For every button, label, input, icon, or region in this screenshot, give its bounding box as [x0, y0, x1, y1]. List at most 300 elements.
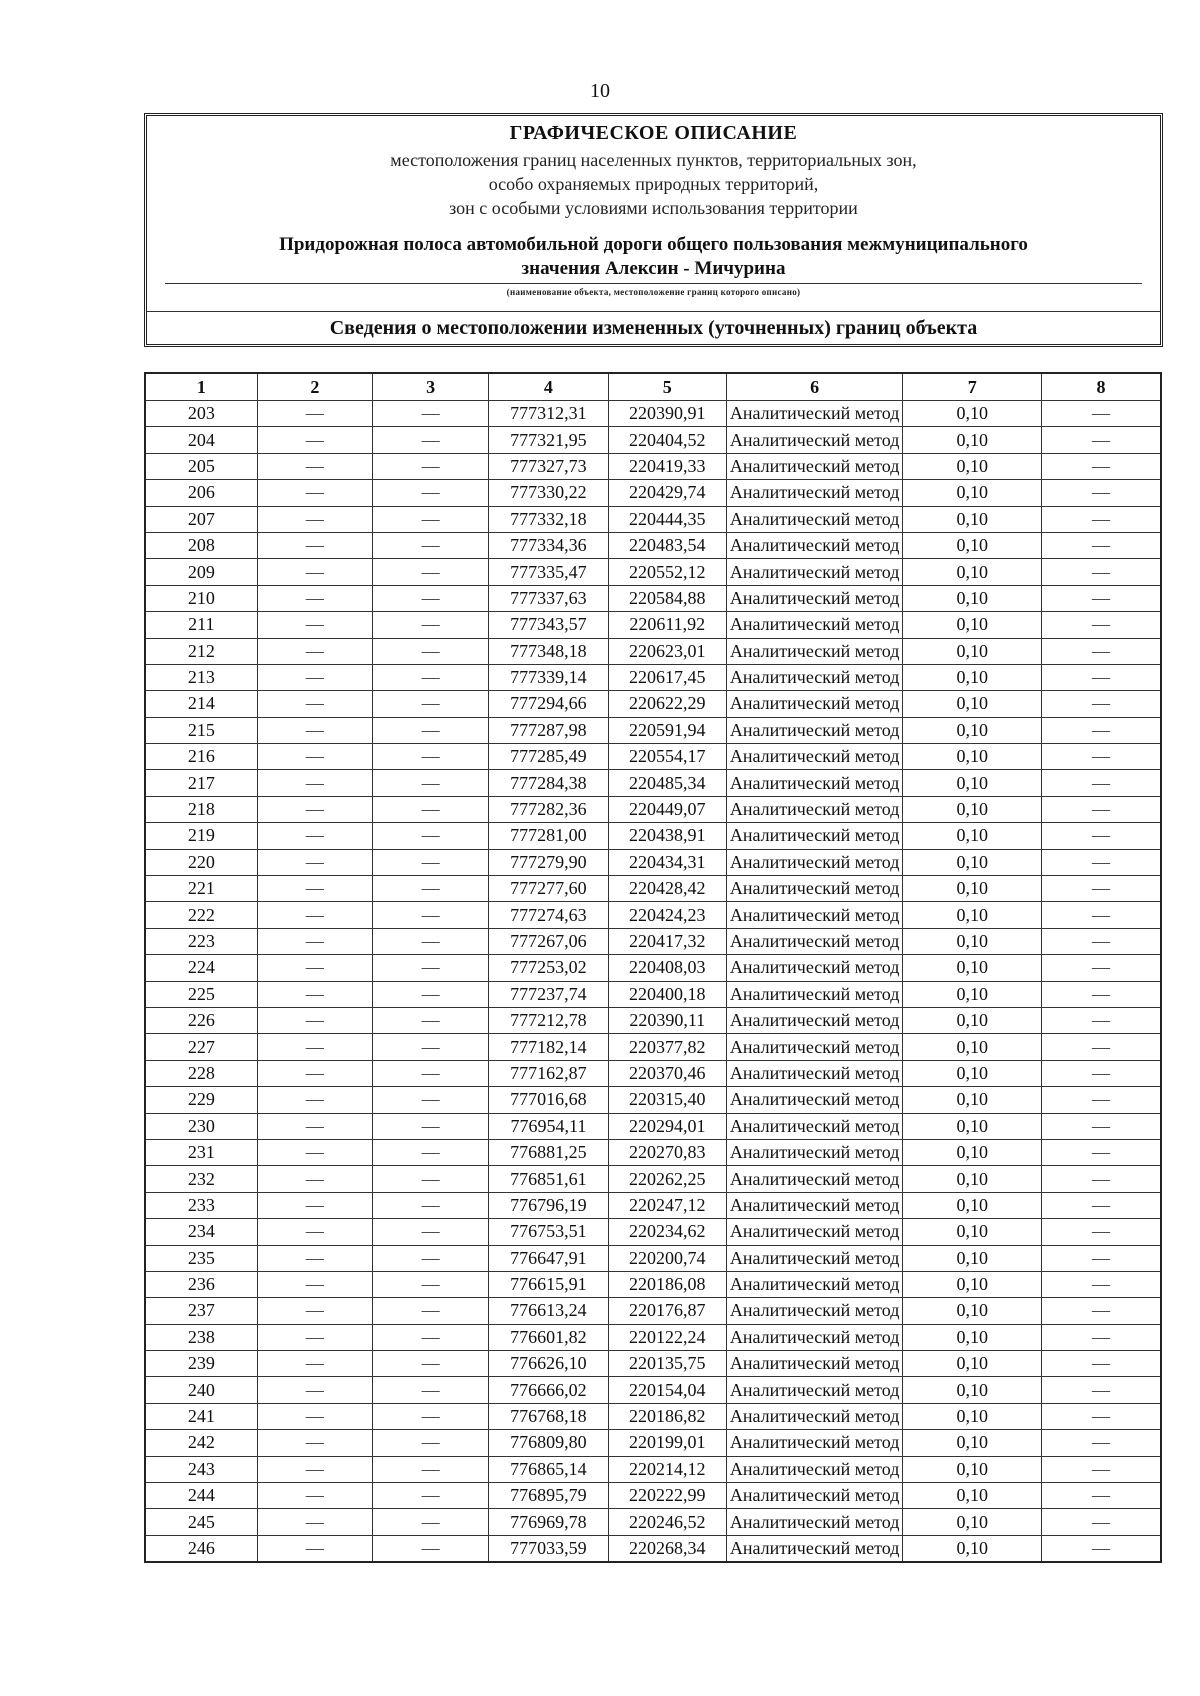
cell-precision: 0,10 — [903, 664, 1042, 690]
cell-coord-y: 220222,99 — [608, 1483, 726, 1509]
table-row — [145, 1509, 1161, 1535]
cell-precision: 0,10 — [903, 480, 1042, 506]
cell-precision: 0,10 — [903, 1245, 1042, 1271]
cell-col-2: — — [257, 1060, 372, 1086]
cell-col-3: — — [372, 1271, 488, 1297]
cell-precision: 0,10 — [903, 1034, 1042, 1060]
cell-method: Аналитический метод — [726, 1139, 902, 1165]
cell-coord-y: 220270,83 — [608, 1139, 726, 1165]
cell-coord-y: 220591,94 — [608, 717, 726, 743]
cell-coord-x: 776768,18 — [489, 1403, 608, 1429]
column-header-8: 8 — [1042, 373, 1161, 401]
cell-method: Аналитический метод — [726, 876, 902, 902]
subtitle-line-1: местоположения границ населенных пунктов, территориальных зон, — [390, 150, 917, 170]
table-row — [145, 955, 1161, 981]
cell-col-8: — — [1042, 876, 1161, 902]
cell-coord-x: 777212,78 — [489, 1007, 608, 1033]
cell-col-8: — — [1042, 1219, 1161, 1245]
cell-coord-y: 220186,08 — [608, 1271, 726, 1297]
cell-point-number: 231 — [145, 1139, 257, 1165]
cell-precision: 0,10 — [903, 717, 1042, 743]
cell-point-number: 244 — [145, 1483, 257, 1509]
cell-col-3: — — [372, 480, 488, 506]
cell-precision: 0,10 — [903, 1192, 1042, 1218]
cell-point-number: 239 — [145, 1351, 257, 1377]
cell-col-8: — — [1042, 770, 1161, 796]
cell-col-3: — — [372, 1245, 488, 1271]
cell-col-3: — — [372, 532, 488, 558]
section-divider — [147, 311, 1160, 312]
cell-col-3: — — [372, 744, 488, 770]
cell-col-3: — — [372, 1298, 488, 1324]
cell-coord-y: 220622,29 — [608, 691, 726, 717]
cell-method: Аналитический метод — [726, 1192, 902, 1218]
cell-coord-x: 776865,14 — [489, 1456, 608, 1482]
cell-coord-x: 777282,36 — [489, 796, 608, 822]
cell-coord-x: 777285,49 — [489, 744, 608, 770]
cell-coord-x: 776615,91 — [489, 1271, 608, 1297]
cell-coord-y: 220186,82 — [608, 1403, 726, 1429]
cell-col-8: — — [1042, 1535, 1161, 1562]
cell-method: Аналитический метод — [726, 532, 902, 558]
cell-col-8: — — [1042, 717, 1161, 743]
cell-coord-y: 220434,31 — [608, 849, 726, 875]
cell-coord-x: 777287,98 — [489, 717, 608, 743]
cell-coord-y: 220390,11 — [608, 1007, 726, 1033]
cell-col-3: — — [372, 1351, 488, 1377]
cell-coord-x: 776796,19 — [489, 1192, 608, 1218]
cell-col-2: — — [257, 691, 372, 717]
cell-method: Аналитический метод — [726, 744, 902, 770]
table-row — [145, 744, 1161, 770]
cell-col-3: — — [372, 1166, 488, 1192]
cell-method: Аналитический метод — [726, 1377, 902, 1403]
cell-coord-y: 220483,54 — [608, 532, 726, 558]
cell-col-3: — — [372, 427, 488, 453]
cell-point-number: 204 — [145, 427, 257, 453]
cell-col-3: — — [372, 1403, 488, 1429]
cell-col-3: — — [372, 1113, 488, 1139]
cell-coord-x: 777284,38 — [489, 770, 608, 796]
cell-precision: 0,10 — [903, 585, 1042, 611]
cell-precision: 0,10 — [903, 876, 1042, 902]
cell-precision: 0,10 — [903, 1509, 1042, 1535]
cell-col-8: — — [1042, 928, 1161, 954]
cell-coord-x: 777267,06 — [489, 928, 608, 954]
cell-coord-x: 777279,90 — [489, 849, 608, 875]
cell-col-2: — — [257, 453, 372, 479]
cell-coord-x: 777162,87 — [489, 1060, 608, 1086]
cell-coord-x: 777327,73 — [489, 453, 608, 479]
cell-method: Аналитический метод — [726, 928, 902, 954]
table-row — [145, 1298, 1161, 1324]
table-row — [145, 796, 1161, 822]
cell-method: Аналитический метод — [726, 585, 902, 611]
cell-point-number: 225 — [145, 981, 257, 1007]
cell-precision: 0,10 — [903, 532, 1042, 558]
cell-precision: 0,10 — [903, 1298, 1042, 1324]
column-header-7: 7 — [903, 373, 1042, 401]
table-row — [145, 1377, 1161, 1403]
table-row — [145, 1535, 1161, 1562]
cell-col-3: — — [372, 717, 488, 743]
cell-col-2: — — [257, 612, 372, 638]
cell-col-2: — — [257, 401, 372, 427]
cell-col-2: — — [257, 981, 372, 1007]
cell-method: Аналитический метод — [726, 955, 902, 981]
object-name-caption: (наименование объекта, местоположение границ которого описано) — [506, 287, 801, 297]
cell-point-number: 215 — [145, 717, 257, 743]
table-row — [145, 506, 1161, 532]
table-row — [145, 1087, 1161, 1113]
cell-precision: 0,10 — [903, 1166, 1042, 1192]
cell-col-2: — — [257, 796, 372, 822]
cell-precision: 0,10 — [903, 1087, 1042, 1113]
cell-coord-x: 776753,51 — [489, 1219, 608, 1245]
cell-precision: 0,10 — [903, 823, 1042, 849]
table-row — [145, 1113, 1161, 1139]
cell-coord-y: 220623,01 — [608, 638, 726, 664]
cell-point-number: 217 — [145, 770, 257, 796]
table-row — [145, 849, 1161, 875]
cell-method: Аналитический метод — [726, 1007, 902, 1033]
cell-method: Аналитический метод — [726, 902, 902, 928]
cell-col-2: — — [257, 664, 372, 690]
cell-coord-x: 776647,91 — [489, 1245, 608, 1271]
cell-col-3: — — [372, 796, 488, 822]
cell-point-number: 221 — [145, 876, 257, 902]
cell-point-number: 240 — [145, 1377, 257, 1403]
cell-method: Аналитический метод — [726, 1298, 902, 1324]
cell-col-8: — — [1042, 1377, 1161, 1403]
cell-col-8: — — [1042, 1430, 1161, 1456]
cell-col-2: — — [257, 744, 372, 770]
cell-col-2: — — [257, 1377, 372, 1403]
cell-precision: 0,10 — [903, 1351, 1042, 1377]
cell-point-number: 236 — [145, 1271, 257, 1297]
cell-point-number: 223 — [145, 928, 257, 954]
cell-point-number: 214 — [145, 691, 257, 717]
cell-col-2: — — [257, 1034, 372, 1060]
table-row — [145, 427, 1161, 453]
cell-coord-y: 220377,82 — [608, 1034, 726, 1060]
table-row — [145, 559, 1161, 585]
cell-method: Аналитический метод — [726, 981, 902, 1007]
cell-point-number: 226 — [145, 1007, 257, 1033]
cell-col-8: — — [1042, 1298, 1161, 1324]
cell-col-8: — — [1042, 585, 1161, 611]
cell-precision: 0,10 — [903, 770, 1042, 796]
cell-coord-x: 777348,18 — [489, 638, 608, 664]
cell-col-2: — — [257, 506, 372, 532]
cell-col-3: — — [372, 955, 488, 981]
cell-coord-x: 777343,57 — [489, 612, 608, 638]
cell-point-number: 235 — [145, 1245, 257, 1271]
cell-method: Аналитический метод — [726, 1166, 902, 1192]
cell-coord-y: 220400,18 — [608, 981, 726, 1007]
cell-col-8: — — [1042, 981, 1161, 1007]
cell-col-2: — — [257, 1007, 372, 1033]
cell-precision: 0,10 — [903, 401, 1042, 427]
table-row — [145, 1456, 1161, 1482]
table-row — [145, 1483, 1161, 1509]
cell-col-3: — — [372, 770, 488, 796]
cell-coord-x: 777334,36 — [489, 532, 608, 558]
cell-col-2: — — [257, 480, 372, 506]
table-row — [145, 1166, 1161, 1192]
cell-point-number: 219 — [145, 823, 257, 849]
table-row — [145, 1245, 1161, 1271]
cell-col-8: — — [1042, 1192, 1161, 1218]
cell-coord-y: 220214,12 — [608, 1456, 726, 1482]
table-row — [145, 691, 1161, 717]
cell-coord-y: 220200,74 — [608, 1245, 726, 1271]
cell-col-2: — — [257, 1139, 372, 1165]
cell-col-3: — — [372, 453, 488, 479]
cell-col-8: — — [1042, 1166, 1161, 1192]
cell-precision: 0,10 — [903, 902, 1042, 928]
cell-method: Аналитический метод — [726, 1456, 902, 1482]
cell-coord-y: 220554,17 — [608, 744, 726, 770]
cell-col-3: — — [372, 1377, 488, 1403]
cell-precision: 0,10 — [903, 1456, 1042, 1482]
cell-col-2: — — [257, 1509, 372, 1535]
cell-coord-y: 220199,01 — [608, 1430, 726, 1456]
cell-precision: 0,10 — [903, 427, 1042, 453]
cell-coord-y: 220424,23 — [608, 902, 726, 928]
table-row — [145, 453, 1161, 479]
cell-method: Аналитический метод — [726, 638, 902, 664]
cell-col-8: — — [1042, 955, 1161, 981]
column-header-2: 2 — [257, 373, 372, 401]
cell-col-3: — — [372, 638, 488, 664]
column-header-3: 3 — [372, 373, 488, 401]
cell-col-8: — — [1042, 744, 1161, 770]
cell-col-2: — — [257, 902, 372, 928]
cell-point-number: 220 — [145, 849, 257, 875]
cell-precision: 0,10 — [903, 1060, 1042, 1086]
cell-point-number: 207 — [145, 506, 257, 532]
table-row — [145, 823, 1161, 849]
cell-coord-y: 220247,12 — [608, 1192, 726, 1218]
cell-coord-y: 220449,07 — [608, 796, 726, 822]
cell-precision: 0,10 — [903, 1535, 1042, 1562]
cell-col-3: — — [372, 876, 488, 902]
cell-point-number: 227 — [145, 1034, 257, 1060]
cell-point-number: 213 — [145, 664, 257, 690]
cell-point-number: 241 — [145, 1403, 257, 1429]
table-row — [145, 876, 1161, 902]
cell-col-2: — — [257, 1351, 372, 1377]
cell-method: Аналитический метод — [726, 1351, 902, 1377]
cell-coord-x: 777277,60 — [489, 876, 608, 902]
cell-col-2: — — [257, 1219, 372, 1245]
cell-col-2: — — [257, 955, 372, 981]
cell-method: Аналитический метод — [726, 559, 902, 585]
cell-point-number: 232 — [145, 1166, 257, 1192]
cell-col-3: — — [372, 1324, 488, 1350]
cell-method: Аналитический метод — [726, 1060, 902, 1086]
cell-coord-x: 776613,24 — [489, 1298, 608, 1324]
cell-point-number: 216 — [145, 744, 257, 770]
cell-col-3: — — [372, 1034, 488, 1060]
cell-coord-x: 777339,14 — [489, 664, 608, 690]
table-row — [145, 638, 1161, 664]
cell-method: Аналитический метод — [726, 1535, 902, 1562]
cell-col-2: — — [257, 770, 372, 796]
cell-col-3: — — [372, 506, 488, 532]
cell-method: Аналитический метод — [726, 1219, 902, 1245]
cell-col-2: — — [257, 1456, 372, 1482]
cell-col-3: — — [372, 823, 488, 849]
cell-coord-x: 777337,63 — [489, 585, 608, 611]
cell-point-number: 212 — [145, 638, 257, 664]
cell-coord-y: 220135,75 — [608, 1351, 726, 1377]
table-body — [145, 401, 1161, 1563]
cell-col-8: — — [1042, 849, 1161, 875]
cell-col-3: — — [372, 1219, 488, 1245]
cell-point-number: 237 — [145, 1298, 257, 1324]
object-name-line-1: Придорожная полоса автомобильной дороги общего пользования межмуниципального — [279, 234, 1028, 255]
cell-col-2: — — [257, 1483, 372, 1509]
cell-precision: 0,10 — [903, 1377, 1042, 1403]
cell-precision: 0,10 — [903, 955, 1042, 981]
cell-col-8: — — [1042, 1245, 1161, 1271]
cell-method: Аналитический метод — [726, 796, 902, 822]
cell-col-8: — — [1042, 1456, 1161, 1482]
cell-col-3: — — [372, 981, 488, 1007]
cell-col-8: — — [1042, 1060, 1161, 1086]
cell-precision: 0,10 — [903, 1113, 1042, 1139]
cell-point-number: 222 — [145, 902, 257, 928]
cell-method: Аналитический метод — [726, 1483, 902, 1509]
cell-coord-x: 777312,31 — [489, 401, 608, 427]
section-title: Сведения о местоположении измененных (уточненных) границ объекта — [329, 317, 978, 339]
cell-method: Аналитический метод — [726, 691, 902, 717]
cell-col-2: — — [257, 1535, 372, 1562]
cell-point-number: 211 — [145, 612, 257, 638]
cell-col-8: — — [1042, 559, 1161, 585]
cell-col-8: — — [1042, 532, 1161, 558]
cell-coord-x: 776809,80 — [489, 1430, 608, 1456]
cell-coord-y: 220404,52 — [608, 427, 726, 453]
cell-method: Аналитический метод — [726, 664, 902, 690]
document-title: ГРАФИЧЕСКОЕ ОПИСАНИЕ — [509, 122, 798, 144]
subtitle-line-3: зон с особыми условиями использования территории — [449, 198, 858, 218]
cell-col-8: — — [1042, 1509, 1161, 1535]
page-number: 10 — [590, 80, 610, 102]
cell-method: Аналитический метод — [726, 1403, 902, 1429]
cell-col-3: — — [372, 1139, 488, 1165]
cell-coord-y: 220417,32 — [608, 928, 726, 954]
cell-point-number: 243 — [145, 1456, 257, 1482]
cell-col-8: — — [1042, 1403, 1161, 1429]
cell-coord-y: 220315,40 — [608, 1087, 726, 1113]
table-row — [145, 532, 1161, 558]
cell-col-2: — — [257, 532, 372, 558]
table-row — [145, 664, 1161, 690]
cell-coord-x: 776969,78 — [489, 1509, 608, 1535]
cell-col-3: — — [372, 1535, 488, 1562]
table-row — [145, 1403, 1161, 1429]
cell-col-2: — — [257, 1166, 372, 1192]
cell-col-8: — — [1042, 1351, 1161, 1377]
cell-point-number: 218 — [145, 796, 257, 822]
cell-coord-x: 776601,82 — [489, 1324, 608, 1350]
cell-col-2: — — [257, 1403, 372, 1429]
cell-coord-x: 777321,95 — [489, 427, 608, 453]
cell-coord-y: 220246,52 — [608, 1509, 726, 1535]
cell-precision: 0,10 — [903, 1139, 1042, 1165]
cell-col-8: — — [1042, 1139, 1161, 1165]
cell-col-2: — — [257, 427, 372, 453]
object-name-rule — [165, 283, 1142, 284]
table-row — [145, 1324, 1161, 1350]
cell-point-number: 233 — [145, 1192, 257, 1218]
cell-col-2: — — [257, 876, 372, 902]
cell-col-2: — — [257, 1245, 372, 1271]
cell-col-2: — — [257, 1113, 372, 1139]
cell-point-number: 229 — [145, 1087, 257, 1113]
cell-col-8: — — [1042, 1034, 1161, 1060]
cell-col-2: — — [257, 928, 372, 954]
cell-col-3: — — [372, 1509, 488, 1535]
column-header-6: 6 — [726, 373, 902, 401]
cell-col-8: — — [1042, 664, 1161, 690]
cell-precision: 0,10 — [903, 796, 1042, 822]
subtitle-line-2: особо охраняемых природных территорий, — [488, 174, 819, 194]
cell-coord-x: 777274,63 — [489, 902, 608, 928]
cell-coord-y: 220444,35 — [608, 506, 726, 532]
cell-coord-x: 777016,68 — [489, 1087, 608, 1113]
cell-col-2: — — [257, 717, 372, 743]
cell-col-3: — — [372, 1060, 488, 1086]
table-row — [145, 928, 1161, 954]
cell-col-2: — — [257, 559, 372, 585]
table-header-row — [145, 373, 1161, 401]
cell-col-8: — — [1042, 1007, 1161, 1033]
cell-col-3: — — [372, 664, 488, 690]
cell-point-number: 242 — [145, 1430, 257, 1456]
cell-col-3: — — [372, 1192, 488, 1218]
cell-col-3: — — [372, 849, 488, 875]
cell-coord-y: 220438,91 — [608, 823, 726, 849]
column-header-4: 4 — [489, 373, 608, 401]
table-row — [145, 1139, 1161, 1165]
cell-col-8: — — [1042, 480, 1161, 506]
cell-coord-y: 220262,25 — [608, 1166, 726, 1192]
cell-coord-y: 220370,46 — [608, 1060, 726, 1086]
cell-precision: 0,10 — [903, 453, 1042, 479]
cell-col-2: — — [257, 585, 372, 611]
cell-coord-x: 777332,18 — [489, 506, 608, 532]
cell-point-number: 205 — [145, 453, 257, 479]
cell-coord-y: 220617,45 — [608, 664, 726, 690]
cell-col-8: — — [1042, 1113, 1161, 1139]
cell-coord-x: 777294,66 — [489, 691, 608, 717]
cell-point-number: 230 — [145, 1113, 257, 1139]
cell-coord-y: 220122,24 — [608, 1324, 726, 1350]
table-row — [145, 1271, 1161, 1297]
cell-coord-x: 777033,59 — [489, 1535, 608, 1562]
cell-method: Аналитический метод — [726, 717, 902, 743]
cell-col-3: — — [372, 612, 488, 638]
cell-col-8: — — [1042, 823, 1161, 849]
cell-method: Аналитический метод — [726, 612, 902, 638]
cell-coord-x: 776851,61 — [489, 1166, 608, 1192]
cell-point-number: 234 — [145, 1219, 257, 1245]
cell-col-8: — — [1042, 453, 1161, 479]
